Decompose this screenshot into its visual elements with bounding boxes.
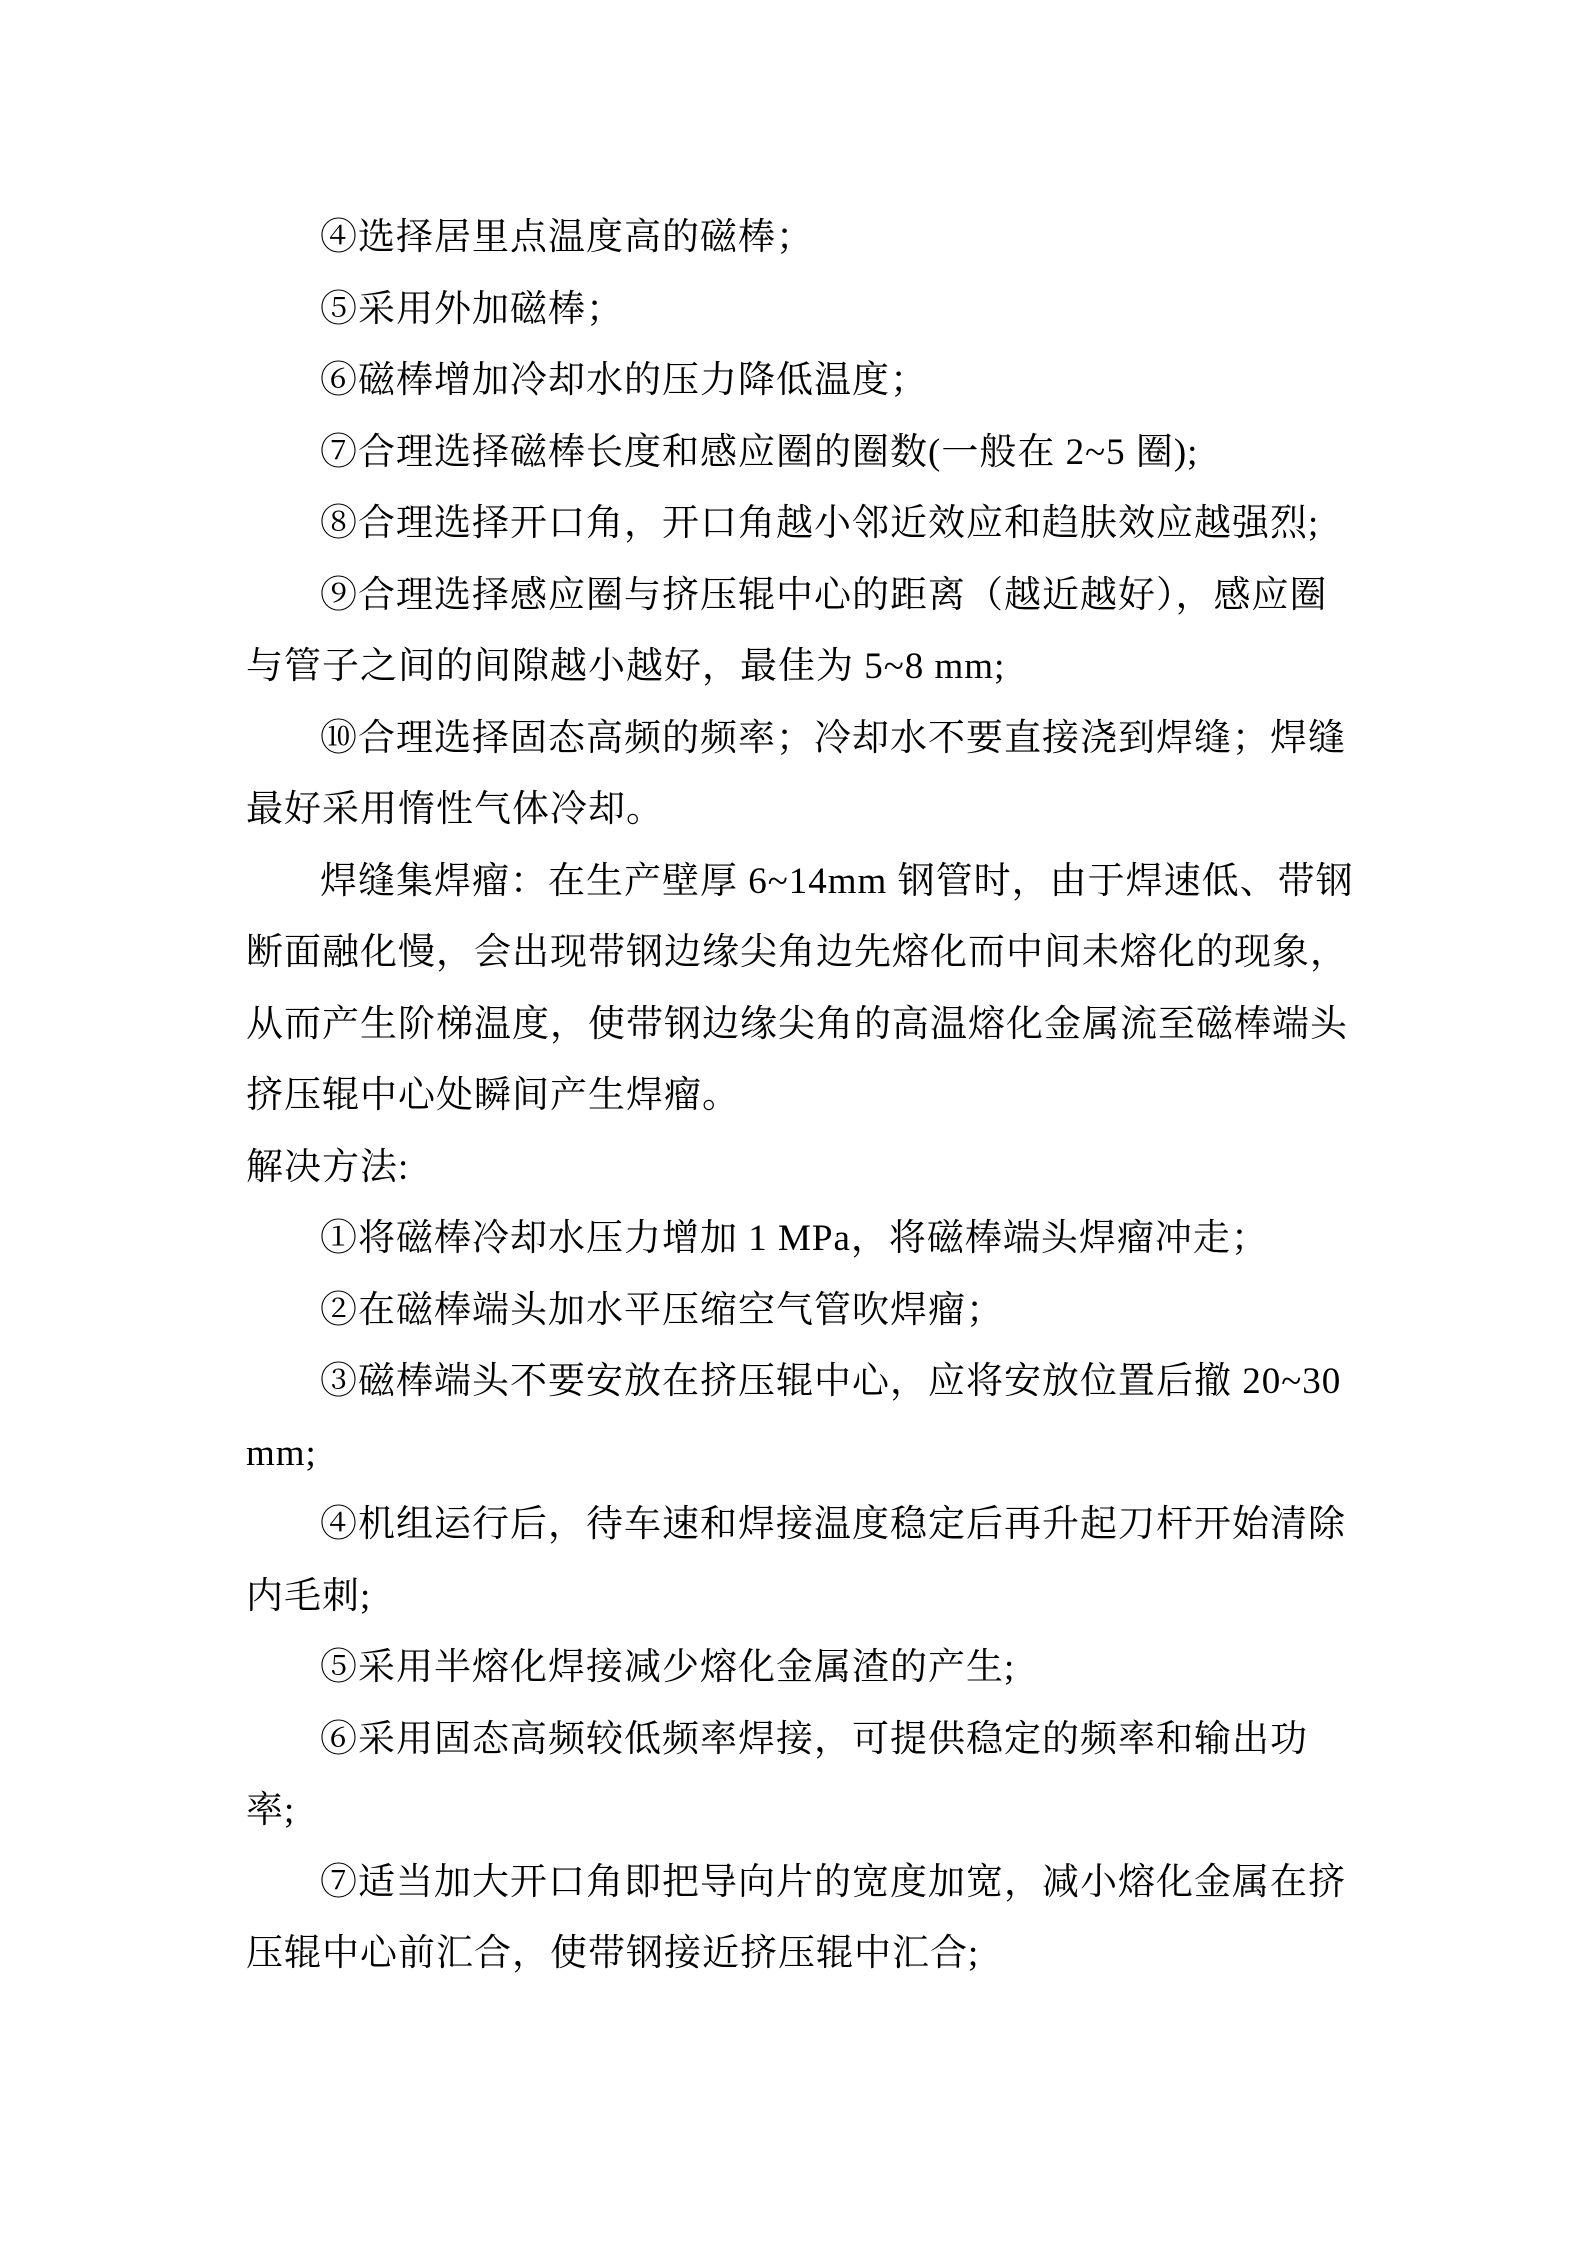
text-line: 与管子之间的间隙越小越好，最佳为 5~8 mm; [246, 646, 1006, 687]
text-line: 从而产生阶梯温度，使带钢边缘尖角的高温熔化金属流至磁棒端头 [246, 1003, 1348, 1045]
text-line: ⑦合理选择磁棒长度和感应圈的圈数(一般在 2~5 圈); [320, 431, 1199, 473]
text-line: ④机组运行后，待车速和焊接温度稳定后再升起刀杆开始清除 [320, 1504, 1346, 1545]
text-line: ③磁棒端头不要安放在挤压辊中心，应将安放位置后撤 20~30 [320, 1361, 1342, 1402]
text-line: ②在磁棒端头加水平压缩空气管吹焊瘤； [320, 1289, 1004, 1331]
text-line: ⑥磁棒增加冷却水的压力降低温度； [320, 360, 928, 401]
text-line: 率; [246, 1790, 296, 1831]
text-line: ①将磁棒冷却水压力增加 1 MPa，将磁棒端头焊瘤冲走； [320, 1218, 1269, 1259]
text-line: ⑨合理选择感应圈与挤压辊中心的距离（越近越好），感应圈 [320, 574, 1328, 616]
text-line: 压辊中心前汇合，使带钢接近挤压辊中汇合; [246, 1933, 980, 1974]
text-line: ⑥采用固态高频较低频率焊接，可提供稳定的频率和输出功 [320, 1718, 1308, 1760]
text-line: ⑩合理选择固态高频的频率；冷却水不要直接浇到焊缝；焊缝 [320, 717, 1346, 759]
text-line: 断面融化慢，会出现带钢边缘尖角边先熔化而中间未熔化的现象， [246, 932, 1348, 973]
text-line: ④选择居里点温度高的磁棒； [320, 217, 814, 258]
text-line: mm; [246, 1432, 317, 1474]
text-line: ⑤采用外加磁棒； [320, 288, 624, 330]
document-text-block [246, 202, 1354, 1990]
text-line: 解决方法: [246, 1146, 410, 1188]
text-line: 最好采用惰性气体冷却。 [246, 789, 664, 830]
text-line: ⑤采用半熔化焊接减少熔化金属渣的产生; [320, 1647, 1016, 1688]
text-line: ⑧合理选择开口角，开口角越小邻近效应和趋肤效应越强烈; [320, 503, 1320, 544]
text-line: 焊缝集焊瘤：在生产壁厚 6~14mm 钢管时，由于焊速低、带钢 [320, 860, 1354, 902]
text-line: 挤压辊中心处瞬间产生焊瘤。 [246, 1075, 740, 1116]
text-line: 内毛刺; [246, 1575, 372, 1617]
text-line: ⑦适当加大开口角即把导向片的宽度加宽，减小熔化金属在挤 [320, 1861, 1346, 1903]
